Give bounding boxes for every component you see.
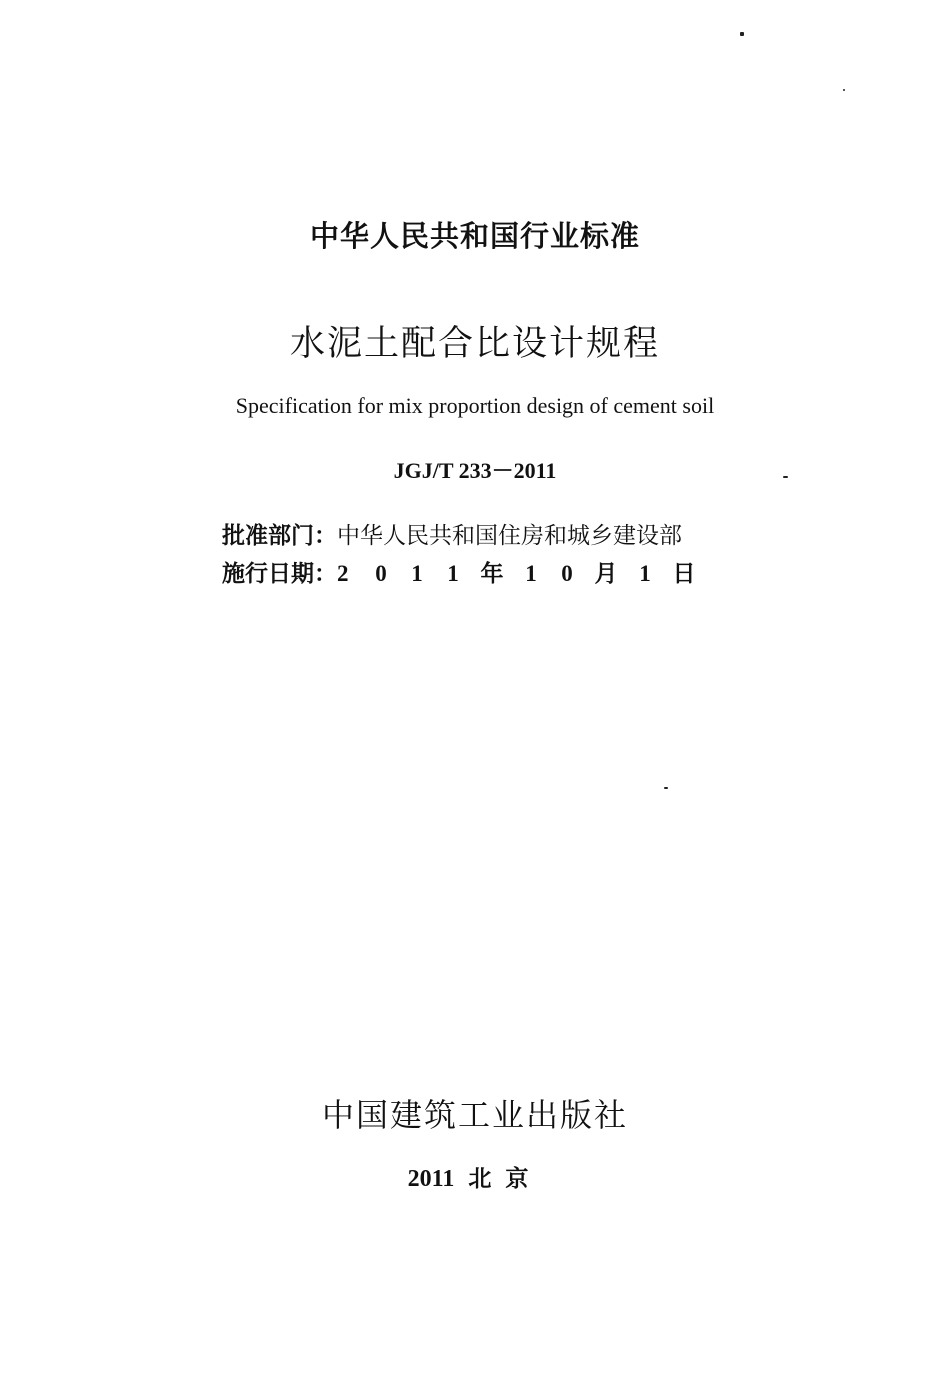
publication-city: 北京 xyxy=(468,1166,543,1192)
industry-standard-heading: 中华人民共和国行业标准 xyxy=(309,219,640,253)
publication-year: 2011 xyxy=(407,1166,455,1192)
scan-speck xyxy=(664,787,668,789)
year-digit: 2 xyxy=(337,561,349,586)
year-digit: 1 xyxy=(411,561,423,586)
month-digit: 0 xyxy=(561,561,573,586)
effective-date-line xyxy=(222,555,705,588)
approval-value: 中华人民共和国住房和城乡建设部 xyxy=(337,523,682,549)
effective-date xyxy=(337,555,705,588)
effective-label: 施行日期： xyxy=(222,561,337,587)
document-title-chinese: 水泥土配合比设计规程 xyxy=(289,324,660,364)
year-unit: 年 xyxy=(480,561,504,587)
document-title-english: Specification for mix proportion design of cement soil xyxy=(235,393,715,418)
standard-code: JGJ/T 233－2011 xyxy=(393,458,557,483)
approval-label: 批准部门： xyxy=(222,523,337,549)
publication-imprint xyxy=(0,1160,950,1193)
day-unit: 日 xyxy=(672,561,696,587)
scan-speck xyxy=(740,32,744,36)
scan-speck xyxy=(843,89,845,91)
year-digit: 0 xyxy=(375,561,387,586)
day-digit: 1 xyxy=(639,561,651,586)
approval-line xyxy=(222,517,682,550)
year-digit: 1 xyxy=(447,561,459,586)
month-unit: 月 xyxy=(594,561,618,587)
month-digit: 1 xyxy=(525,561,537,586)
publisher-name: 中国建筑工业出版社 xyxy=(321,1096,628,1134)
